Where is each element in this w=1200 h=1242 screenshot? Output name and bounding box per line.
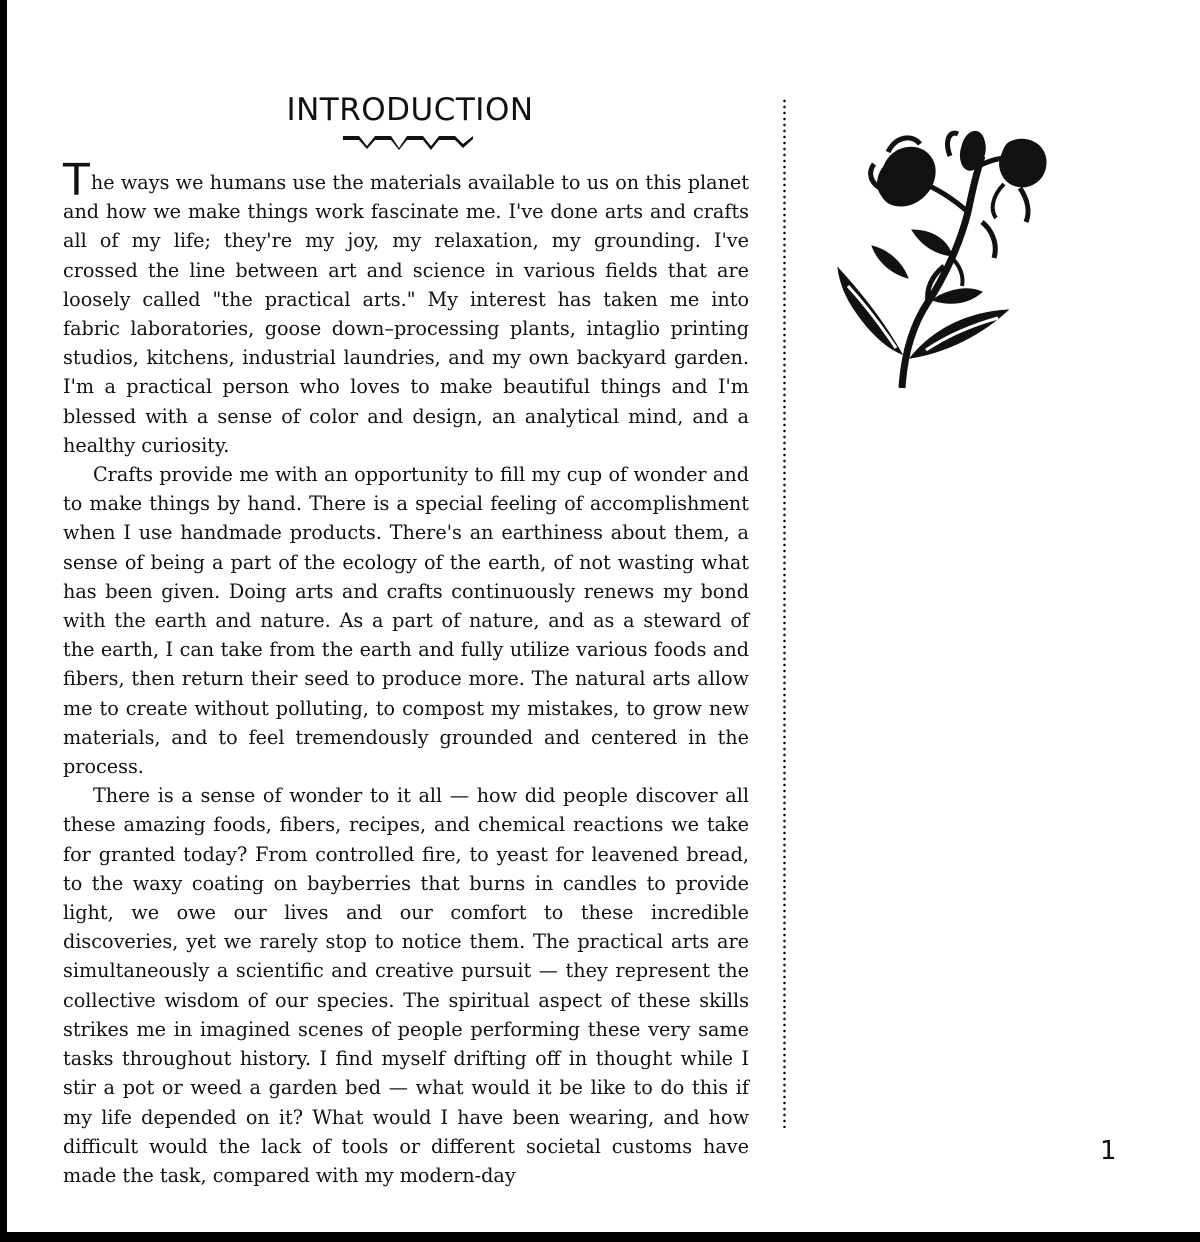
body-text: [63, 155, 749, 1190]
paragraph-3: There is a sense of wonder to it all — how did people discover all these amazing foods, fibers, recipes, and chemical reactions we take for granted today? From controlled fire, to yeast for leavened bread, to the waxy coating on bayberries that burns in candles to provide light, we owe our lives and our comfort to these incredible discoveries, yet we rarely stop to notice them. The practical arts are simultaneously a scientific and creative pursuit — they represent the collective wisdom of our species. The spiritual aspect of these skills strikes me in imagined scenes of people performing these very same tasks throughout history. I find myself drifting off in thought while I stir a pot or weed a garden bed — what would it be like to do this if my life depended on it? What would I have been wearing, and how difficult would the lack of tools or different societal customs have made the task, compared with my modern-day: [63, 784, 749, 1187]
page-bottom-edge: [0, 1232, 1200, 1242]
chevron-ornament-icon: [343, 134, 473, 150]
dotted-divider: [783, 98, 786, 1128]
paragraph-1-text: he ways we humans use the materials available to us on this planet and how we make things work fascinate me. I've done arts and crafts all of my life; they're my joy, my relaxation, my grounding. I've crossed the line between art and science in various fields that are loosely called "the practical arts." My interest has taken me into fabric laboratories, goose down–processing plants, intaglio printing studios, kitchens, industrial laundries, and my own backyard garden. I'm a practical person who loves to make beautiful things and I'm blessed with a sense of color and design, an analytical mind, and a healthy curiosity.: [63, 171, 749, 457]
page-left-shadow: [0, 0, 7, 1242]
paragraph-2: Crafts provide me with an opportunity to fill my cup of wonder and to make things by hand. There is a special feeling of accomplishment when I use handmade products. There's an earthiness about them, a sense of being a part of the ecology of the earth, of not wasting what has been given. Doing arts and crafts continuously renews my bond with the earth and nature. As a part of nature, and as a steward of the earth, I can take from the earth and fully utilize various foods and fibers, then return their seed to produce more. The natural arts allow me to create without polluting, to compost my mistakes, to grow new materials, and to feel tremendously grounded and centered in the process.: [63, 463, 749, 779]
page-number: 1: [1100, 1136, 1117, 1166]
paragraph-1: [63, 155, 749, 460]
page-title: INTRODUCTION: [286, 92, 534, 128]
flower-illustration-icon: [832, 126, 1052, 396]
drop-cap: T: [63, 155, 90, 206]
